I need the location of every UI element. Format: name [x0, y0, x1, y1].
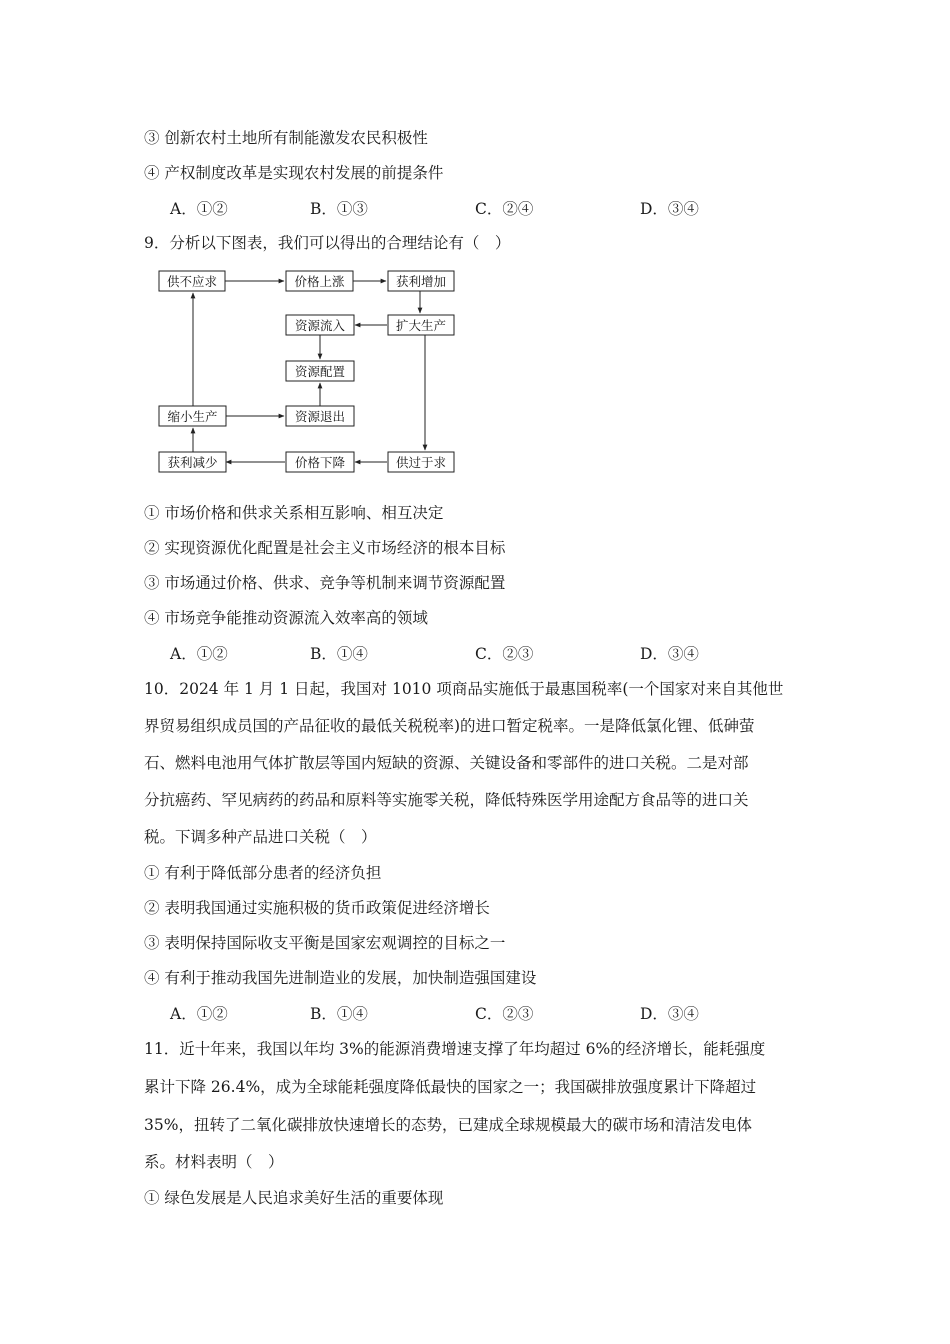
q9-option-d[interactable]: D．③④ [640, 645, 699, 663]
market-mechanism-diagram [150, 262, 460, 480]
q8-option-c[interactable]: C．②④ [475, 200, 534, 218]
node-price-up: 价格上涨 [294, 274, 345, 289]
q11-item-1: ① 绿色发展是人民追求美好生活的重要体现 [144, 1189, 444, 1207]
q10-item-1: ① 有利于降低部分患者的经济负担 [144, 864, 382, 882]
q10-option-c[interactable]: C．②③ [475, 1005, 534, 1023]
q8-item-3: ③ 创新农村土地所有制能激发农民积极性 [144, 129, 428, 147]
node-surplus: 供过于求 [395, 455, 447, 470]
q9-item-1: ① 市场价格和供求关系相互影响、相互决定 [144, 504, 444, 522]
q8-option-b[interactable]: B．①③ [310, 200, 368, 218]
node-price-down: 价格下降 [294, 455, 346, 470]
q10-option-b[interactable]: B．①④ [310, 1005, 368, 1023]
q10-item-3: ③ 表明保持国际收支平衡是国家宏观调控的目标之一 [144, 934, 506, 952]
node-profit-down: 获利减少 [167, 455, 218, 470]
node-exit: 资源退出 [294, 409, 346, 424]
q8-option-d[interactable]: D．③④ [640, 200, 699, 218]
q10-stem-line-5: 税。下调多种产品进口关税（ ） [144, 828, 377, 846]
q10-option-a[interactable]: A．①② [170, 1005, 228, 1023]
node-expand: 扩大生产 [395, 318, 447, 333]
node-shrink: 缩小生产 [167, 409, 218, 424]
q10-stem-line-4: 分抗癌药、罕见病药的药品和原料等实施零关税，降低特殊医学用途配方食品等的进口关 [144, 791, 749, 809]
q10-stem-line-1: 10．2024 年 1 月 1 日起，我国对 1010 项商品实施低于最惠国税率(一个国家对来自其他世 [144, 680, 784, 698]
q9-option-b[interactable]: B．①④ [310, 645, 368, 663]
q9-stem: 9．分析以下图表，我们可以得出的合理结论有（ ） [144, 234, 511, 252]
q8-item-4: ④ 产权制度改革是实现农村发展的前提条件 [144, 164, 444, 182]
q9-item-4: ④ 市场竞争能推动资源流入效率高的领域 [144, 609, 428, 627]
q11-stem-line-4: 系。材料表明（ ） [144, 1153, 284, 1171]
node-inflow: 资源流入 [294, 318, 346, 333]
q10-item-2: ② 表明我国通过实施积极的货币政策促进经济增长 [144, 899, 490, 917]
q9-option-c[interactable]: C．②③ [475, 645, 534, 663]
q9-item-2: ② 实现资源优化配置是社会主义市场经济的根本目标 [144, 539, 506, 557]
q10-item-4: ④ 有利于推动我国先进制造业的发展，加快制造强国建设 [144, 969, 537, 987]
node-allocation: 资源配置 [294, 364, 346, 379]
q10-stem-line-2: 界贸易组织成员国的产品征收的最低关税税率)的进口暂定税率。一是降低氯化锂、低砷萤 [144, 717, 755, 735]
node-profit-up: 获利增加 [395, 274, 447, 289]
q11-stem-line-2: 累计下降 26.4%，成为全球能耗强度降低最快的国家之一；我国碳排放强度累计下降超过 [144, 1078, 757, 1096]
node-shortage: 供不应求 [166, 274, 218, 289]
q9-item-3: ③ 市场通过价格、供求、竞争等机制来调节资源配置 [144, 574, 506, 592]
q11-stem-line-1: 11．近十年来，我国以年均 3%的能源消费增速支撑了年均超过 6%的经济增长，能耗强度 [144, 1040, 766, 1058]
q11-stem-line-3: 35%，扭转了二氧化碳排放快速增长的态势，已建成全球规模最大的碳市场和清洁发电体 [144, 1116, 752, 1134]
q10-option-d[interactable]: D．③④ [640, 1005, 699, 1023]
q10-stem-line-3: 石、燃料电池用气体扩散层等国内短缺的资源、关键设备和零部件的进口关税。二是对部 [144, 754, 749, 772]
q8-option-a[interactable]: A．①② [170, 200, 228, 218]
q9-option-a[interactable]: A．①② [170, 645, 228, 663]
